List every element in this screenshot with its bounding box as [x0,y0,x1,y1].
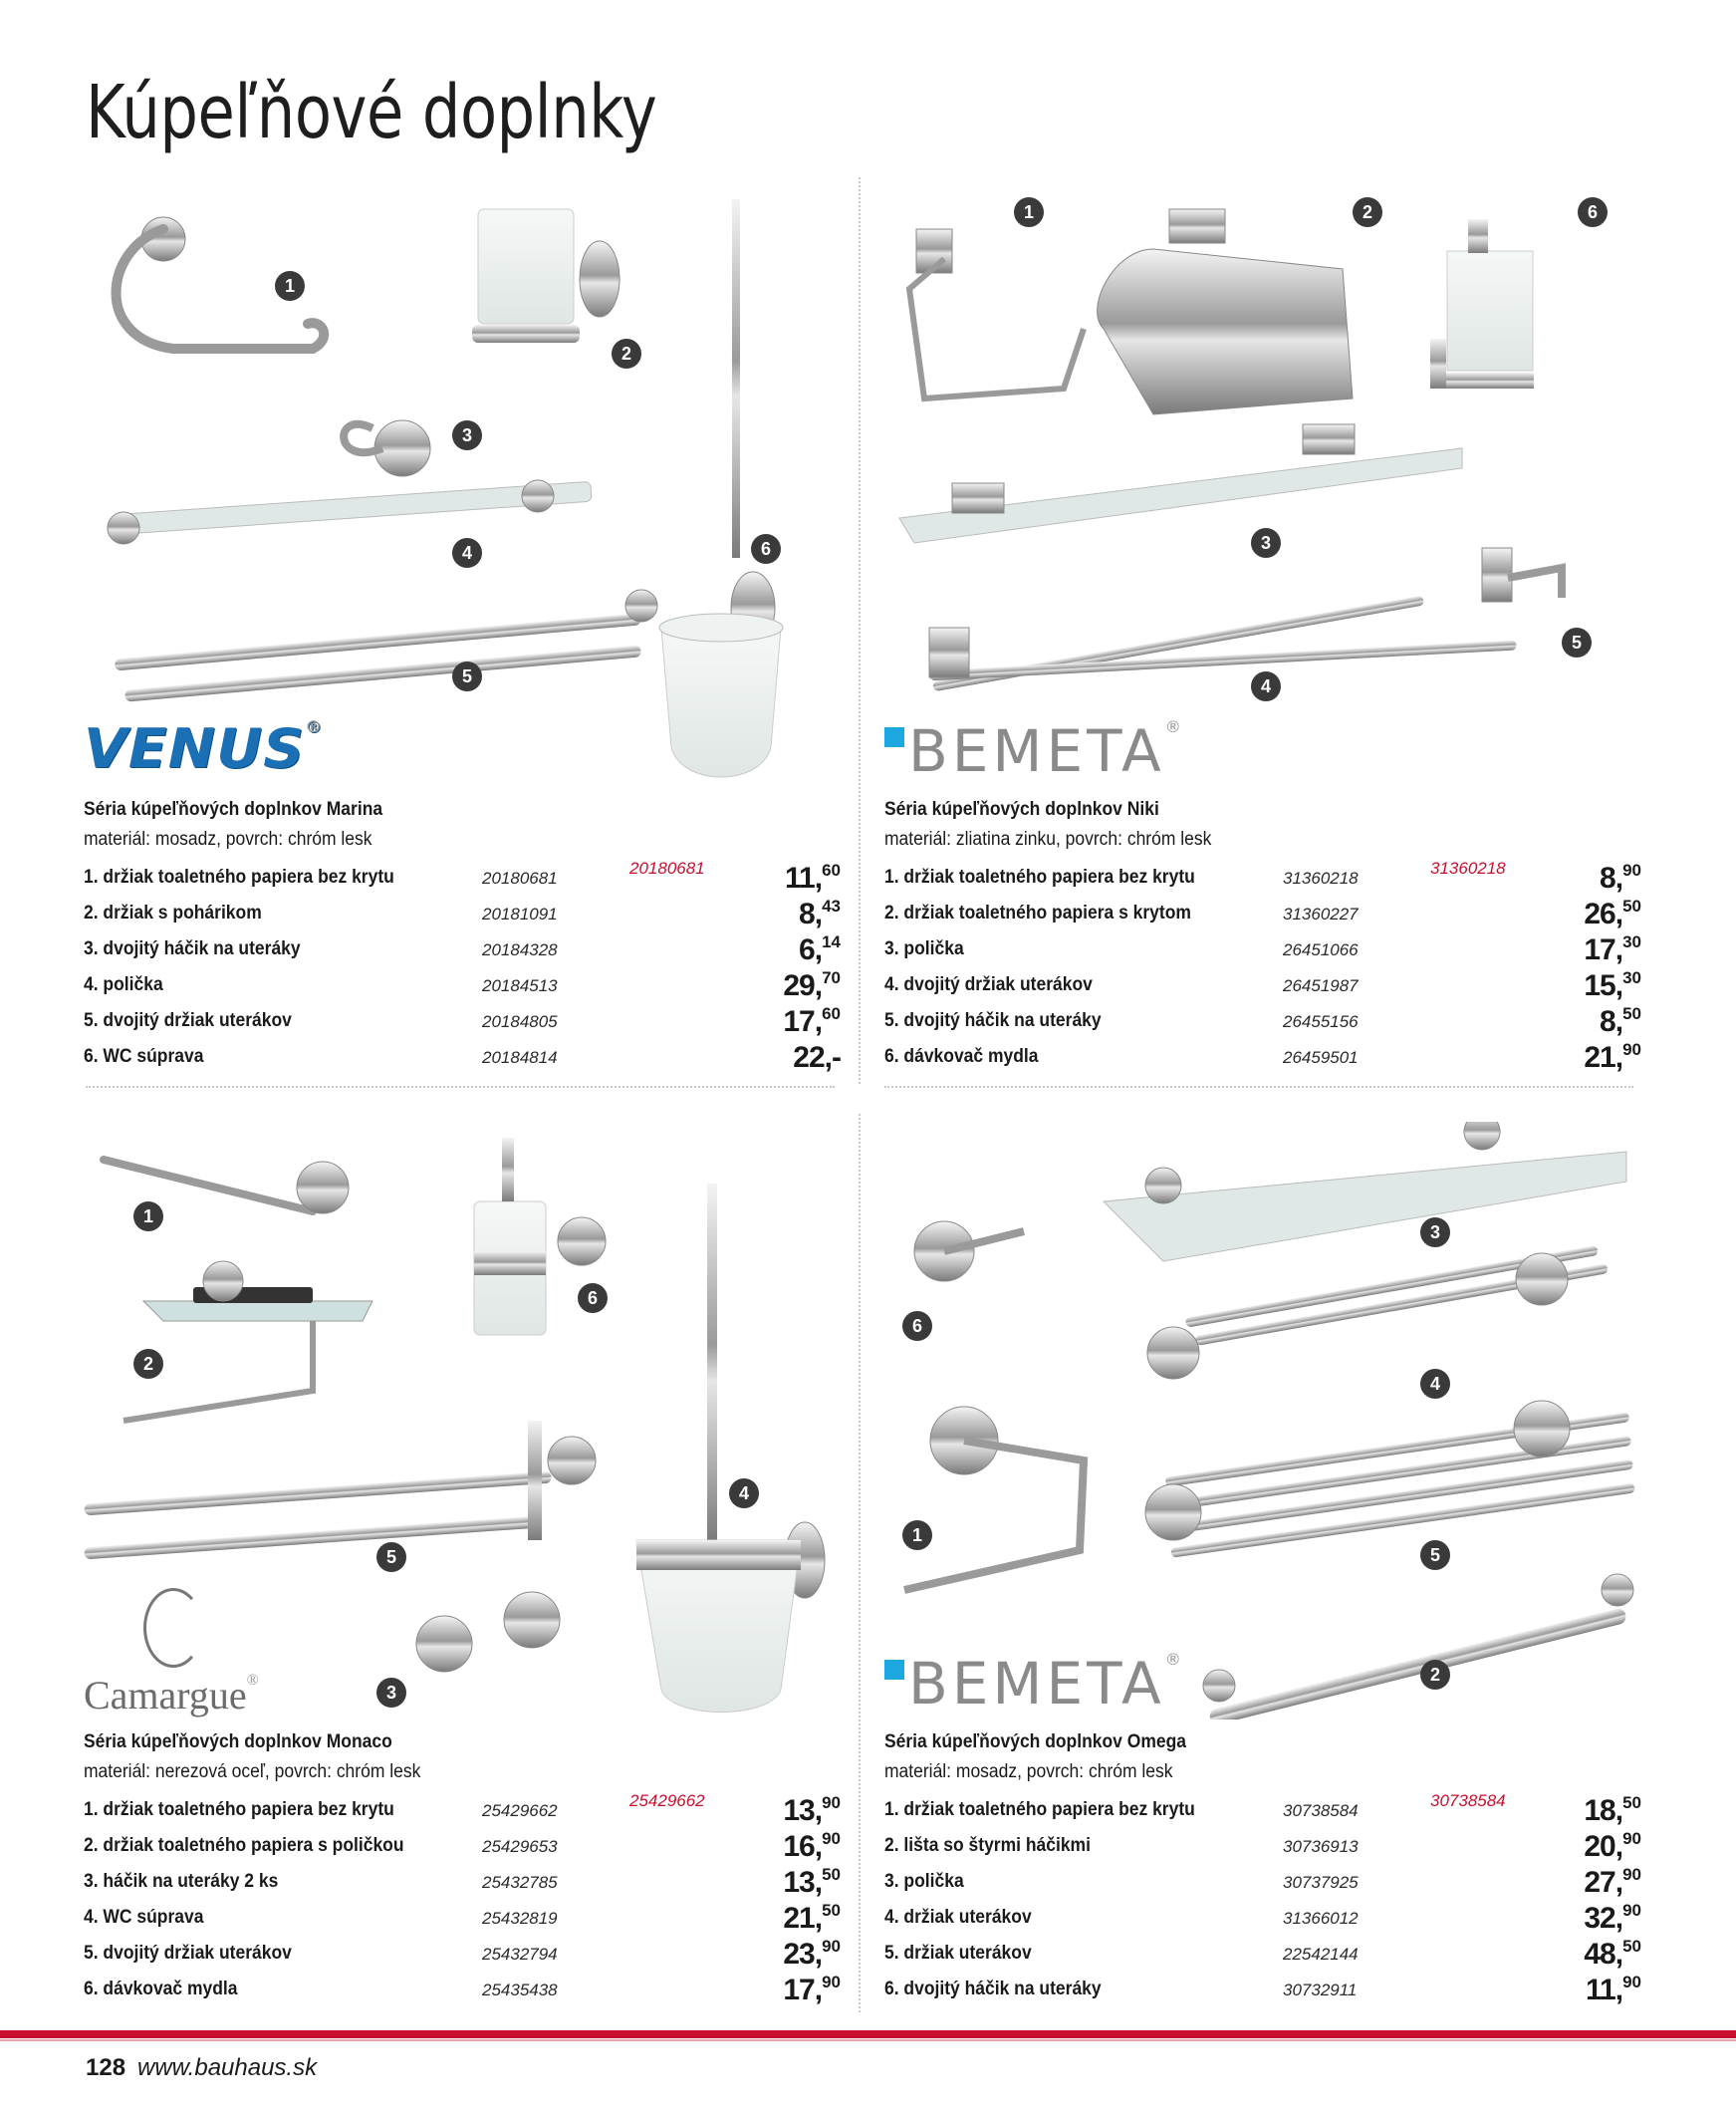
item-name: 2. držiak toaletného papiera s poličkou [84,1835,404,1856]
price-decimal: 90 [822,1937,841,1956]
price-decimal: 60 [822,861,841,880]
item-price [1584,897,1641,931]
item-code: 25432785 [482,1873,558,1892]
list-item [84,861,841,897]
price-decimal: 90 [1622,861,1641,880]
item-name: 4. WC súprava [84,1907,204,1928]
price-decimal: 50 [1622,897,1641,916]
item-price [783,1937,841,1972]
price-decimal: 90 [1622,1901,1641,1920]
item-code: 31360227 [1283,905,1359,924]
series-title: Séria kúpeľňových doplnkov Niki [884,799,1159,820]
item-name: 1. držiak toaletného papiera bez krytu [84,867,394,888]
item-name: 6. dávkovač mydla [884,1046,1039,1067]
series-title: Séria kúpeľňových doplnkov Marina [84,799,383,820]
price-integer: 17, [783,1005,823,1038]
item-code: 25429662 [482,1801,558,1820]
product-illustration-niki [884,189,1661,747]
item-price [1586,1973,1641,2007]
item-name: 5. dvojitý držiak uterákov [84,1010,292,1031]
item-code: 20184814 [482,1048,558,1067]
series-title: Séria kúpeľňových doplnkov Monaco [84,1731,392,1752]
price-decimal: 90 [822,1793,841,1812]
item-code: 26455156 [1283,1012,1359,1031]
badge-4: 4 [729,1478,759,1508]
item-code: 25435438 [482,1981,558,1999]
item-price [783,1004,841,1039]
price-integer: 8, [1600,1005,1623,1038]
product-illustration-omega [884,1122,1661,1719]
item-price [783,1973,841,2007]
price-decimal: 90 [1622,1973,1641,1991]
item-name: 6. dvojitý háčik na uteráky [884,1979,1102,1999]
price-decimal: 90 [1622,1040,1641,1059]
list-item [84,968,841,1004]
price-integer: 17, [1584,933,1623,966]
horizontal-divider-left [86,1086,835,1088]
item-name: 2. držiak s pohárikom [84,903,262,924]
quadrant-marina [84,189,861,1086]
brand-logo-bemeta: BEMETA® [884,717,1185,785]
item-name: 5. držiak uterákov [884,1943,1032,1964]
badge-1: 1 [1014,197,1044,227]
list-item [84,1004,841,1040]
item-code: 30737925 [1283,1873,1359,1892]
highlight-code: 20180681 [629,859,705,878]
item-name: 6. dávkovač mydla [84,1979,238,1999]
item-name: 3. polička [884,1871,964,1892]
badge-1: 1 [902,1520,932,1550]
list-item [84,1973,841,2008]
item-name: 5. dvojitý držiak uterákov [84,1943,292,1964]
price-decimal: 50 [1622,1004,1641,1023]
item-price [1584,1829,1641,1864]
item-price [1600,861,1641,896]
badge-2: 2 [133,1349,163,1379]
badge-6: 6 [902,1311,932,1341]
item-code: 20184328 [482,940,558,959]
badge-3: 3 [452,420,482,450]
series-title: Séria kúpeľňových doplnkov Omega [884,1731,1187,1752]
highlight-code: 25429662 [629,1791,705,1810]
item-code: 25432819 [482,1909,558,1928]
item-code: 31366012 [1283,1909,1359,1928]
list-item [884,861,1641,897]
list-item [84,1829,841,1865]
list-item [884,968,1641,1004]
badge-1: 1 [133,1201,163,1231]
website-link[interactable]: www.bauhaus.sk [137,2054,318,2081]
item-code: 30738584 [1283,1801,1359,1820]
item-price [1584,1793,1641,1828]
list-item [84,897,841,932]
list-item [84,932,841,968]
item-name: 1. držiak toaletného papiera bez krytu [84,1799,394,1820]
item-name: 5. dvojitý háčik na uteráky [884,1010,1102,1031]
item-name: 3. polička [884,938,964,959]
list-item [884,1829,1641,1865]
item-code: 20180681 [482,869,558,888]
price-integer: 20, [1584,1830,1623,1863]
price-integer: 21, [783,1902,823,1935]
price-decimal: 90 [1622,1865,1641,1884]
price-integer: 8, [799,898,823,930]
item-list [884,1793,1641,2008]
badge-6: 6 [751,534,781,564]
quadrant-omega [884,1122,1661,2018]
price-decimal: 70 [822,968,841,987]
price-decimal: 30 [1622,968,1641,987]
badge-4: 4 [1420,1369,1450,1399]
item-price [793,1040,841,1075]
item-price [783,968,841,1003]
item-price [785,861,841,896]
price-integer: 13, [783,1794,823,1827]
price-decimal: 50 [1622,1937,1641,1956]
item-name: 1. držiak toaletného papiera bez krytu [884,1799,1195,1820]
list-item [84,1040,841,1076]
item-price [1584,1865,1641,1900]
series-material: materiál: zliatina zinku, povrch: chróm lesk [884,829,1212,850]
series-material: materiál: nerezová oceľ, povrch: chróm lesk [84,1761,421,1782]
price-integer: 6, [799,933,823,966]
badge-2: 2 [1420,1660,1450,1690]
item-name: 4. dvojitý držiak uterákov [884,974,1093,995]
price-integer: 27, [1584,1866,1623,1899]
item-price [1584,968,1641,1003]
item-name: 6. WC súprava [84,1046,204,1067]
item-list [884,861,1641,1076]
price-decimal: 14 [822,932,841,951]
item-code: 25432794 [482,1945,558,1964]
price-integer: 11, [785,862,823,895]
item-code: 30732911 [1283,1981,1358,1999]
item-price [783,1793,841,1828]
product-illustration-marina [84,189,861,807]
price-integer: 21, [1584,1041,1623,1074]
price-integer: 22,- [793,1041,841,1074]
price-integer: 15, [1584,969,1623,1002]
list-item [884,1937,1641,1973]
price-integer: 48, [1584,1938,1623,1971]
list-item [884,1793,1641,1829]
item-code: 20184805 [482,1012,558,1031]
badge-2: 2 [612,339,641,369]
footer-bar-shadow [0,2039,1736,2041]
price-integer: 8, [1600,862,1623,895]
highlight-code: 31360218 [1430,859,1506,878]
badge-4: 4 [452,538,482,568]
item-price [799,897,841,931]
price-decimal: 90 [1622,1829,1641,1848]
price-decimal: 60 [822,1004,841,1023]
item-name: 4. polička [84,974,163,995]
item-code: 20181091 [482,905,558,924]
item-code: 26451987 [1283,976,1359,995]
item-price [1584,1040,1641,1075]
item-code: 31360218 [1283,869,1359,888]
item-price [1600,1004,1641,1039]
item-name: 3. dvojitý háčik na uteráky [84,938,301,959]
badge-3: 3 [1420,1217,1450,1247]
list-item [884,1973,1641,2008]
brand-logo-bemeta: BEMETA® [884,1650,1185,1718]
price-decimal: 50 [822,1865,841,1884]
item-code: 22542144 [1283,1945,1359,1964]
price-decimal: 50 [1622,1793,1641,1812]
price-integer: 29, [783,969,823,1002]
series-material: materiál: mosadz, povrch: chróm lesk [84,829,372,850]
badge-5: 5 [1562,628,1592,658]
highlight-code: 30738584 [1430,1791,1506,1810]
camargue-c-mark [143,1588,203,1668]
item-price [1584,1901,1641,1936]
item-name: 1. držiak toaletného papiera bez krytu [884,867,1195,888]
price-integer: 17, [783,1974,823,2006]
footer-bar [0,2030,1736,2038]
item-price [783,1865,841,1900]
item-price [1584,932,1641,967]
series-material: materiál: mosadz, povrch: chróm lesk [884,1761,1173,1782]
badge-2: 2 [1353,197,1382,227]
price-decimal: 50 [822,1901,841,1920]
item-code: 20184513 [482,976,558,995]
badge-6: 6 [1578,197,1608,227]
list-item [84,1793,841,1829]
price-integer: 32, [1584,1902,1623,1935]
page-number: 128 [86,2054,126,2081]
price-integer: 26, [1584,898,1623,930]
badge-5: 5 [376,1542,406,1572]
item-code: 26459501 [1283,1048,1359,1067]
price-integer: 23, [783,1938,823,1971]
list-item [84,1865,841,1901]
quadrant-monaco [84,1122,861,2018]
item-code: 30736913 [1283,1837,1359,1856]
price-decimal: 90 [822,1973,841,1991]
price-decimal: 30 [1622,932,1641,951]
list-item [884,1004,1641,1040]
item-name: 4. držiak uterákov [884,1907,1032,1928]
horizontal-divider-right [884,1086,1633,1088]
item-name: 2. držiak toaletného papiera s krytom [884,903,1191,924]
price-integer: 13, [783,1866,823,1899]
list-item [84,1901,841,1937]
brand-logo-venus: VENUS® [84,717,324,780]
list-item [84,1937,841,1973]
item-list [84,861,841,1076]
price-integer: 11, [1586,1974,1623,2006]
price-decimal: 43 [822,897,841,916]
badge-3: 3 [1251,528,1281,558]
badge-4: 4 [1251,671,1281,701]
item-code: 26451066 [1283,940,1359,959]
item-price [799,932,841,967]
page-title: Kúpeľňové doplnky [86,70,657,155]
badge-5: 5 [1420,1540,1450,1570]
badge-6: 6 [578,1283,608,1313]
badge-5: 5 [452,661,482,691]
list-item [884,1865,1641,1901]
item-price [1584,1937,1641,1972]
price-decimal: 90 [822,1829,841,1848]
item-list [84,1793,841,2008]
item-price [783,1829,841,1864]
item-price [783,1901,841,1936]
price-integer: 18, [1584,1794,1623,1827]
item-name: 2. lišta so štyrmi háčikmi [884,1835,1091,1856]
price-integer: 16, [783,1830,823,1863]
list-item [884,1040,1641,1076]
brand-logo-camargue: Camargue® [84,1672,259,1718]
badge-1: 1 [275,271,305,301]
item-name: 3. háčik na uteráky 2 ks [84,1871,279,1892]
badge-3: 3 [376,1678,406,1708]
list-item [884,897,1641,932]
quadrant-niki [884,189,1661,1086]
list-item [884,932,1641,968]
list-item [884,1901,1641,1937]
item-code: 25429653 [482,1837,558,1856]
